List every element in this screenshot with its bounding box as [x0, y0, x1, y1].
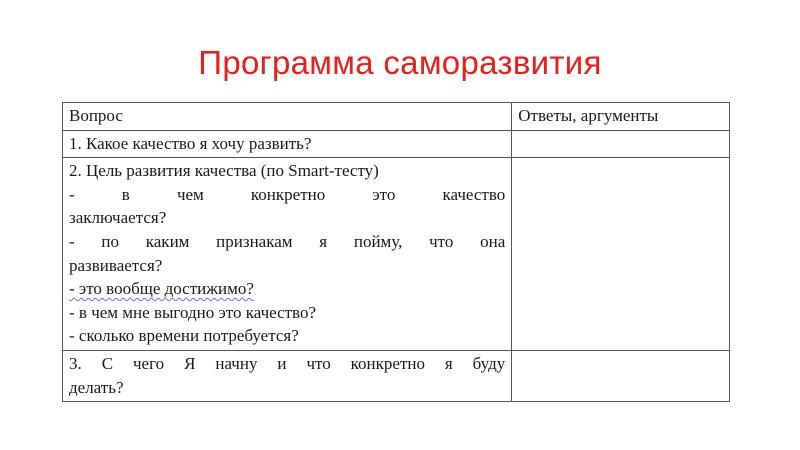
question-line: - сколько времени потребуется?: [69, 326, 299, 346]
question-line: делать?: [69, 377, 124, 397]
answer-cell: [512, 158, 730, 351]
table-row: [63, 130, 730, 158]
questions-table: [62, 102, 730, 402]
question-line: - это вообще достижимо?: [69, 279, 254, 299]
question-line: заключается?: [69, 208, 167, 228]
header-question: Вопрос: [63, 103, 512, 131]
table-row: [63, 158, 730, 351]
header-answers: Ответы, аргументы: [512, 103, 730, 131]
answer-cell: [512, 350, 730, 401]
question-cell: [63, 158, 512, 351]
question-cell: [63, 350, 512, 401]
question-line: - в чем мне выгодно это качество?: [69, 302, 317, 322]
page-title: Программа саморазвития: [198, 44, 602, 81]
table-header-row: [63, 103, 730, 131]
question-line: 3. С чего Я начну и что конкретно я буду: [69, 353, 506, 373]
question-line: - по каким признакам я пойму, что она: [69, 231, 506, 251]
question-line: 1. Какое качество я хочу развить?: [69, 133, 312, 153]
question-line: 2. Цель развития качества (по Smart-тесту): [69, 161, 379, 181]
question-line: - в чем конкретно это качество: [69, 184, 506, 204]
answer-cell: [512, 130, 730, 158]
question-line: развивается?: [69, 255, 163, 275]
table-row: [63, 350, 730, 401]
question-cell: [63, 130, 512, 158]
